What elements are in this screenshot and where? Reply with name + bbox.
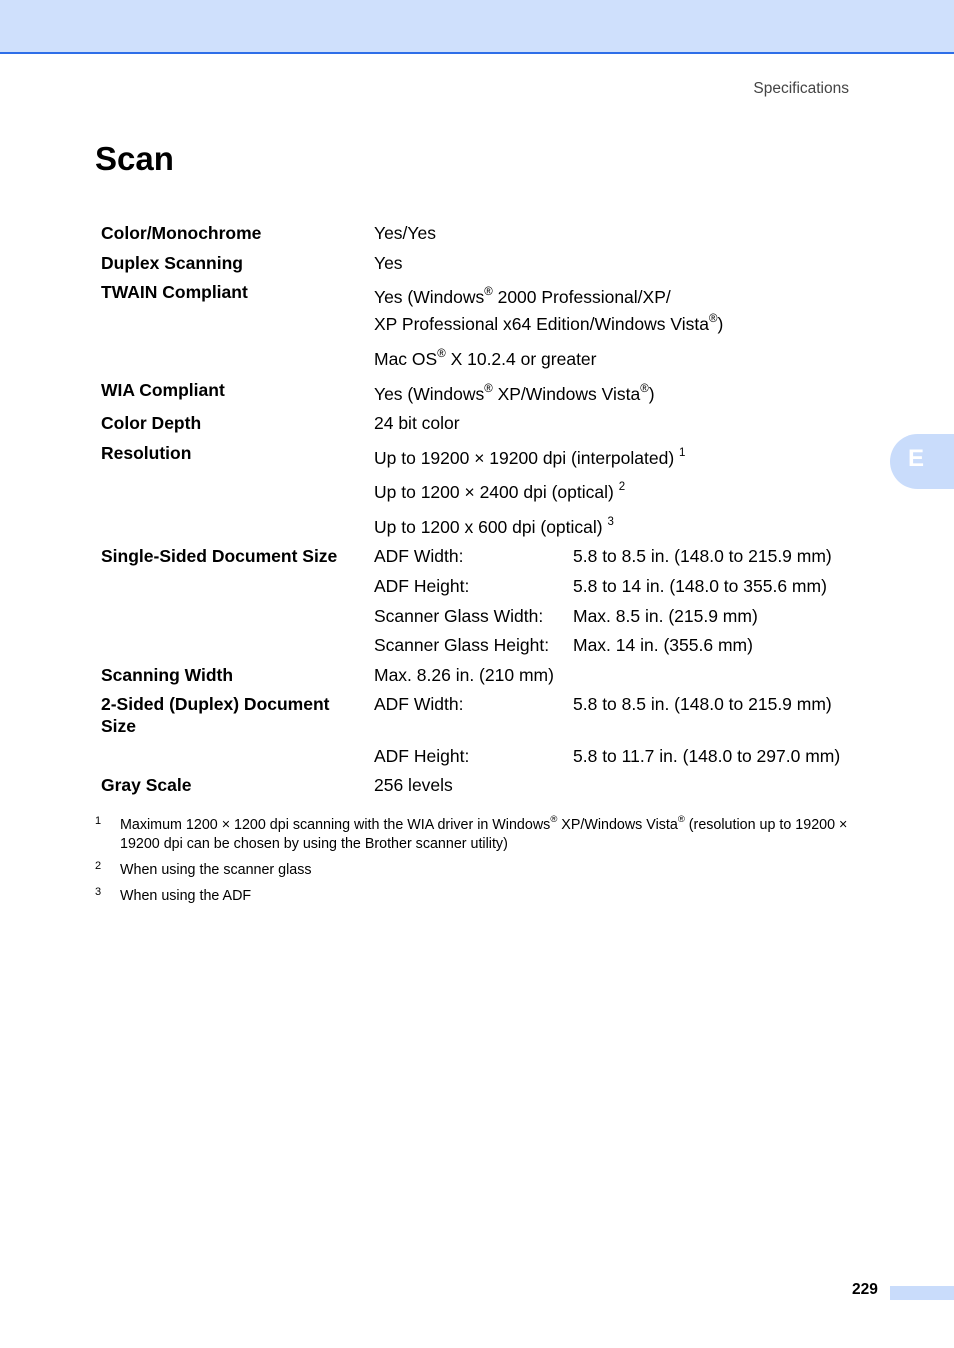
spec-value: Up to 1200 × 2400 dpi (optical) $^2$: [374, 481, 626, 502]
footnote-number: 3: [95, 886, 102, 898]
spec-subvalue: 5.8 to 14 in. (148.0 to 355.6 mm): [573, 576, 827, 596]
spec-value: XP Professional x64 Edition/Windows Vista®): [374, 313, 724, 334]
footnote-text: When using the scanner glass: [120, 862, 312, 878]
spec-subkey: Scanner Glass Width:: [374, 606, 544, 626]
spec-label: 2-Sided (Duplex) Document Size: [101, 694, 330, 736]
spec-label: Duplex Scanning: [101, 253, 243, 273]
page-title: Scan: [95, 140, 174, 177]
spec-subkey: ADF Width:: [374, 546, 464, 566]
spec-label: Resolution: [101, 443, 192, 463]
spec-label: Scanning Width: [101, 665, 234, 685]
spec-value: Yes (Windows® XP/Windows Vista®): [374, 383, 655, 404]
footnote-number: 2: [95, 860, 102, 872]
footnote-ref: 2: [618, 481, 626, 494]
footnote-ref: 1: [679, 447, 686, 460]
spec-subvalue: 5.8 to 11.7 in. (148.0 to 297.0 mm): [573, 746, 841, 766]
spec-value: Max. 8.26 in. (210 mm): [374, 665, 554, 685]
spec-value: Up to 19200 × 19200 dpi (interpolated) $^1$: [374, 447, 686, 468]
footnote-text: Maximum 1200 × 1200 dpi scanning with the WIA driver in Windows® XP/Windows Vista® (resolution up to 19200 × 19200 dpi can be chosen by using the Brother scanner utility): [120, 814, 848, 852]
spec-value: Yes (Windows® 2000 Professional/XP/: [374, 286, 671, 307]
spec-subkey: Scanner Glass Height:: [374, 635, 550, 655]
spec-value: Mac OS® X 10.2.4 or greater: [374, 348, 597, 369]
spec-label: Single-Sided Document Size: [101, 546, 338, 566]
spec-subvalue: 5.8 to 8.5 in. (148.0 to 215.9 mm): [573, 694, 832, 714]
footnote-ref: 3: [607, 516, 614, 529]
spec-subvalue: Max. 14 in. (355.6 mm): [573, 635, 753, 655]
spec-value: Yes: [374, 253, 403, 273]
page-number: 229: [852, 1281, 878, 1298]
footnote-number: 1: [95, 815, 102, 827]
spec-label: Gray Scale: [101, 775, 192, 795]
spec-value: 24 bit color: [374, 413, 460, 433]
spec-label: TWAIN Compliant: [101, 282, 248, 302]
spec-value: 256 levels: [374, 775, 453, 795]
spec-label: Color Depth: [101, 413, 202, 433]
chapter-tab-letter: E: [908, 445, 925, 472]
spec-subvalue: Max. 8.5 in. (215.9 mm): [573, 606, 758, 626]
spec-label: WIA Compliant: [101, 380, 225, 400]
page-number-bar: [890, 1286, 954, 1300]
spec-value: Up to 1200 x 600 dpi (optical) $^3$: [374, 516, 614, 537]
running-header: Specifications: [753, 80, 849, 97]
spec-value: Yes/Yes: [374, 223, 436, 243]
spec-subkey: ADF Width:: [374, 694, 464, 714]
spec-subvalue: 5.8 to 8.5 in. (148.0 to 215.9 mm): [573, 546, 832, 566]
spec-subkey: ADF Height:: [374, 746, 470, 766]
spec-subkey: ADF Height:: [374, 576, 470, 596]
spec-label: Color/Monochrome: [101, 223, 262, 243]
footnote-text: When using the ADF: [120, 888, 252, 904]
